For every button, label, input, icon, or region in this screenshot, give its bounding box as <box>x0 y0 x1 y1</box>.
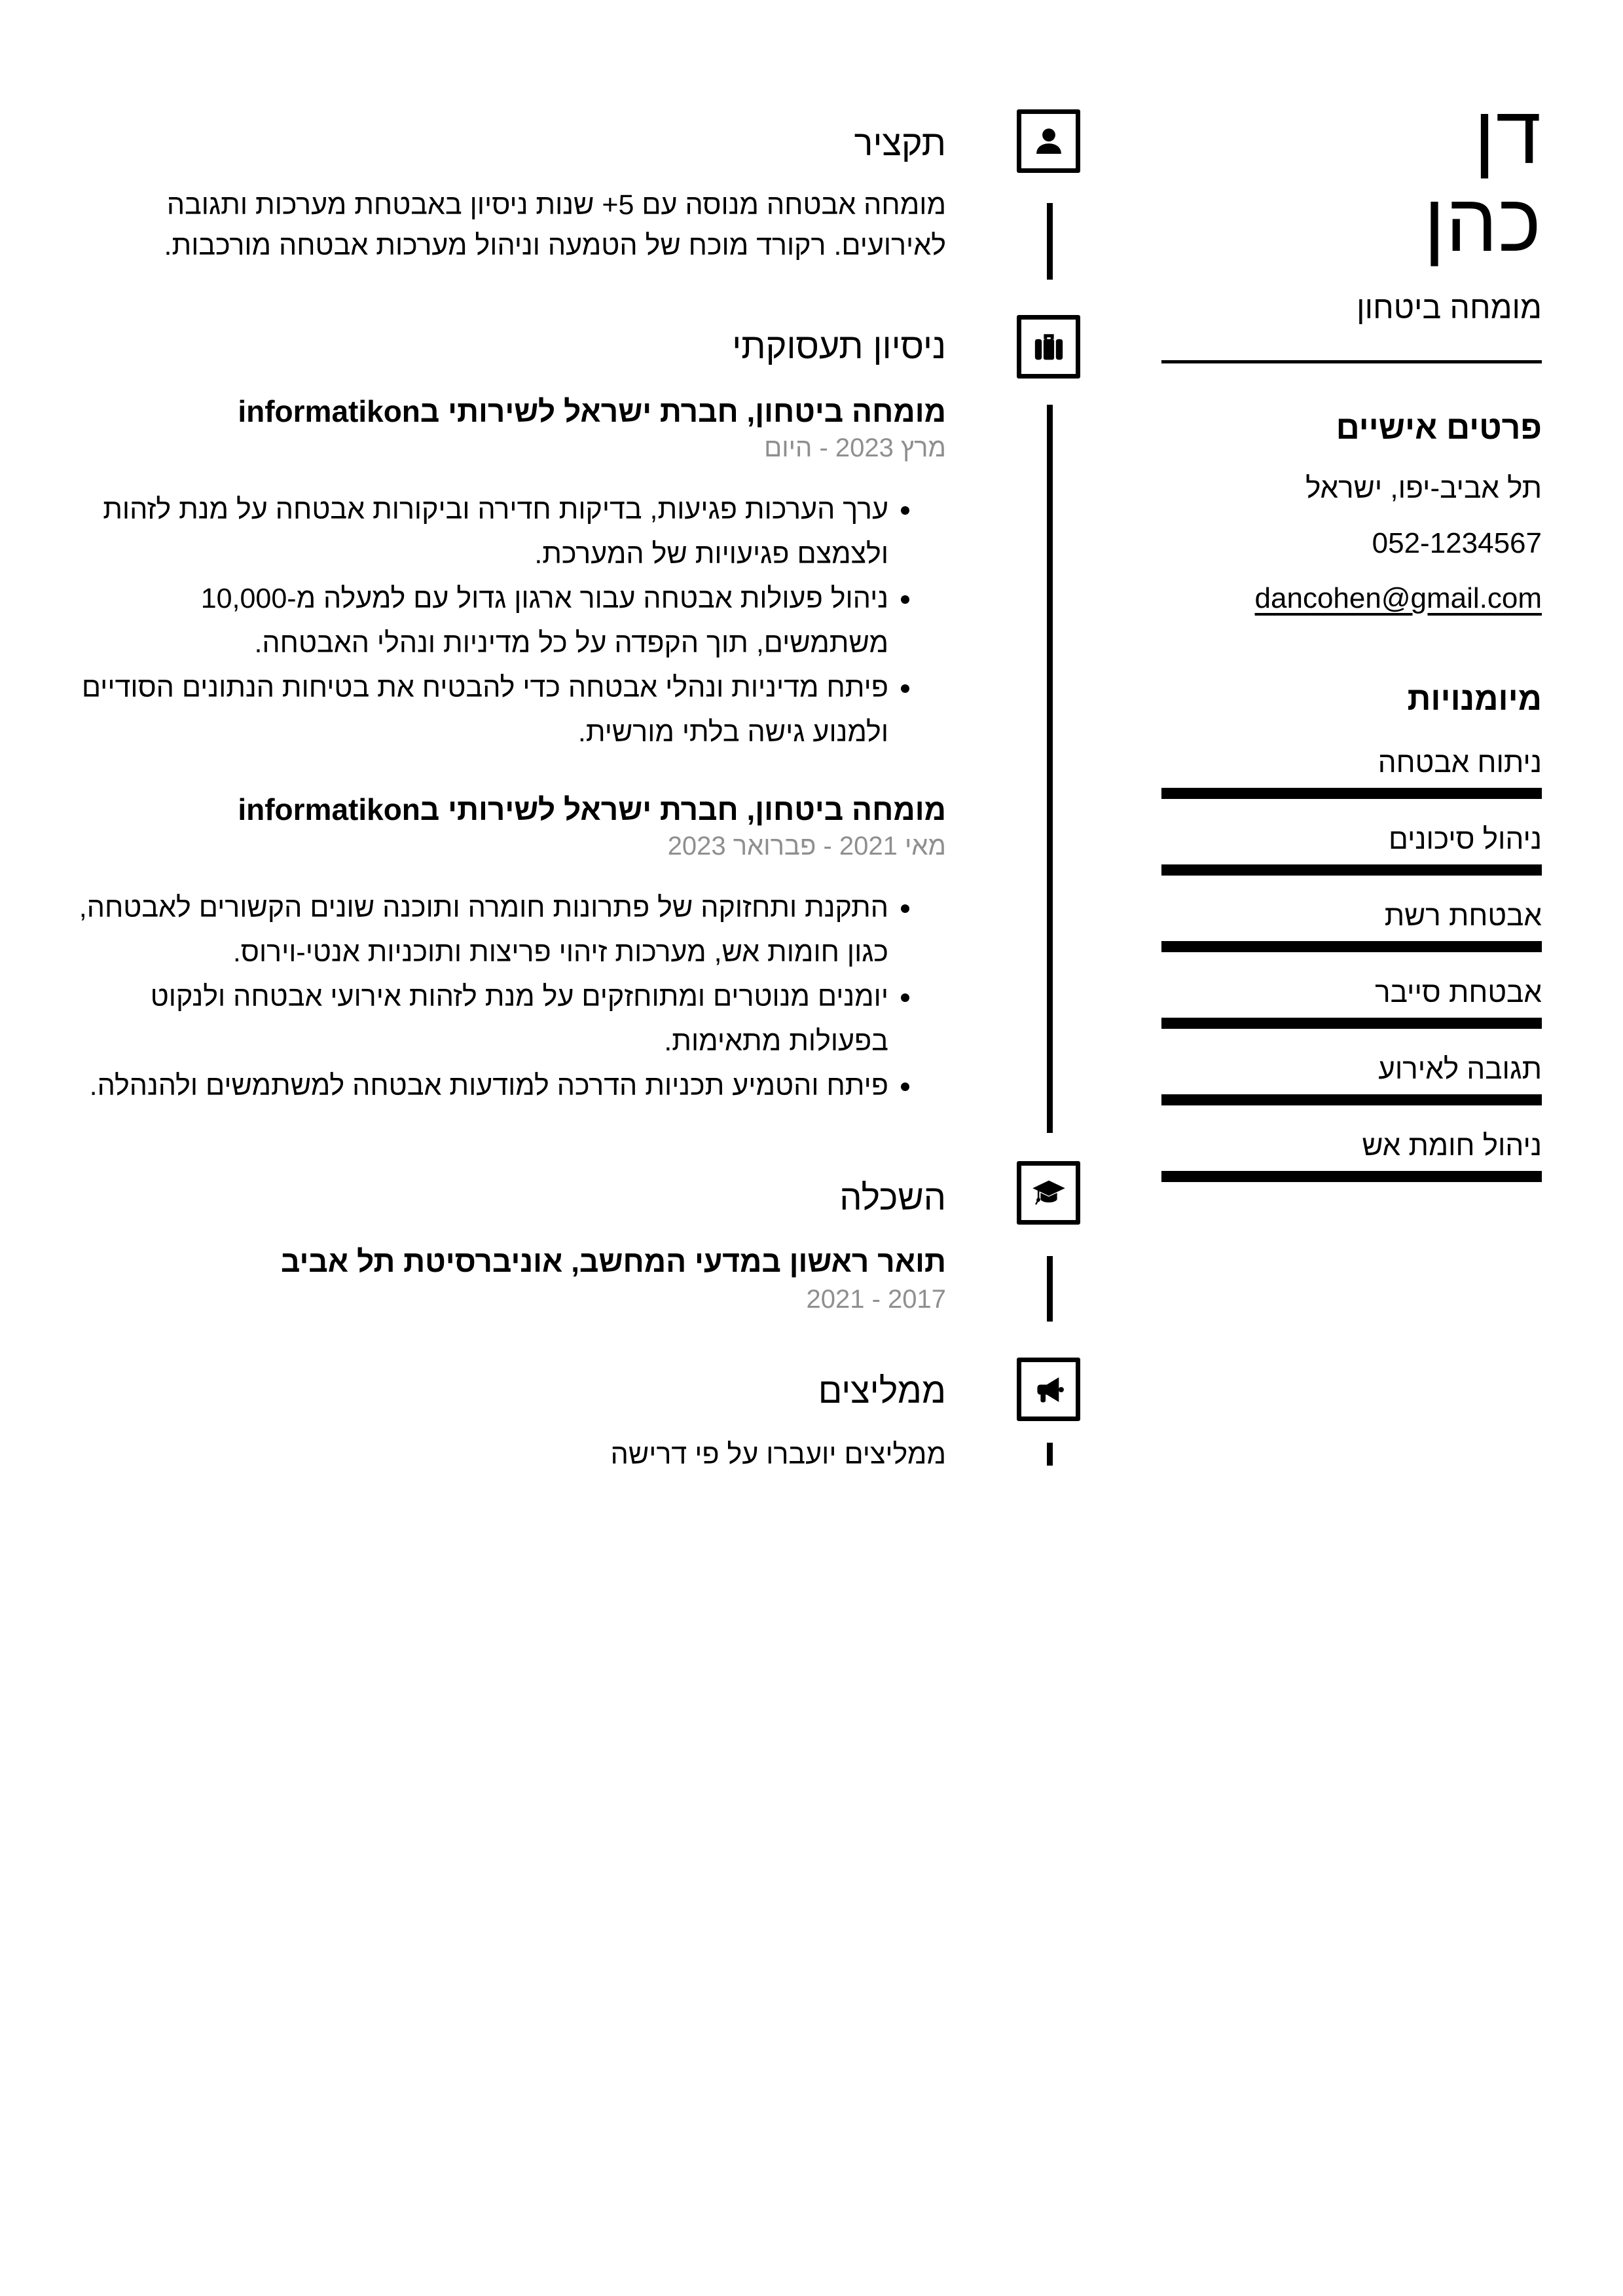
education-section <box>65 1179 946 1315</box>
timeline-connector <box>1047 1256 1053 1322</box>
education-section-icon <box>1017 1161 1080 1225</box>
job-date: מרץ 2023 - היום <box>764 434 946 462</box>
skill-label: תגובה לאירוע <box>1378 1053 1542 1085</box>
job-bullet: • יומנים מנוטרים ומתוחזקים על מנת לזהות אירועי אבטחה ולנקוט בפעולות מתאימות. <box>65 974 888 1064</box>
candidate-name <box>1161 92 1542 267</box>
graduation-cap-icon <box>1031 1176 1067 1211</box>
megaphone-icon <box>1031 1372 1067 1407</box>
skill-bar-fill <box>1161 941 1542 952</box>
skill-bar-track <box>1161 788 1542 799</box>
job-title: מומחה ביטחון, חברת ישראל לשירותי בinformatikon <box>238 792 946 826</box>
jobs-list <box>65 393 946 1108</box>
summary-section-icon <box>1017 109 1080 173</box>
skill-bar-fill <box>1161 1094 1542 1105</box>
summary-section <box>65 124 946 294</box>
sidebar-divider <box>1161 360 1542 363</box>
job-bullet: • ערך הערכות פגיעות, בדיקות חדירה וביקורות אבטחה על מנת לזהות ולצמצם פגיעויות של המערכת. <box>65 487 888 576</box>
skill-bar-track <box>1161 864 1542 876</box>
references-section <box>65 1372 946 1474</box>
contact-location: תל אביב-יפו, ישראל <box>1305 472 1542 504</box>
job-title: מומחה ביטחון, חברת ישראל לשירותי בinformatikon <box>238 394 946 428</box>
briefcase-icon <box>1031 329 1067 365</box>
skill-bar-track <box>1161 1171 1542 1182</box>
job-bullet: • התקנת ותחזוקה של פתרונות חומרה ותוכנה שונים הקשורים לאבטחה, כגון חומות אש, מערכות זיהוי פריצות ותוכניות אנטי-וירוס. <box>65 885 888 974</box>
job-entry <box>65 393 946 754</box>
experience-section <box>65 327 946 1108</box>
candidate-last-name: כהן <box>1423 177 1542 268</box>
education-date: 2017 - 2021 <box>806 1285 946 1314</box>
job-bullet: • פיתח מדיניות ונהלי אבטחה כדי להבטיח את בטיחות הנתונים הסודיים ולמנוע גישה בלתי מורשית. <box>65 665 888 754</box>
skill-label: ניהול חומת אש <box>1362 1130 1542 1162</box>
education-heading: השכלה <box>839 1178 946 1217</box>
skill-item <box>1161 900 1542 952</box>
person-icon <box>1031 124 1067 159</box>
job-date: מאי 2021 - פברואר 2023 <box>667 832 946 861</box>
skill-label: ניהול סיכונים <box>1389 823 1542 855</box>
skill-bar-fill <box>1161 1018 1542 1029</box>
job-bullet: • ניהול פעולות אבטחה עבור ארגון גדול עם למעלה מ-10,000 משתמשים, תוך הקפדה על כל מדיניות ונהלי האבטחה. <box>65 576 888 665</box>
skill-bar-fill <box>1161 788 1542 799</box>
skill-bar-fill <box>1161 1171 1542 1182</box>
experience-section-icon <box>1017 315 1080 379</box>
references-heading: ממליצים <box>818 1371 946 1411</box>
skills-heading: מיומנויות <box>1407 680 1542 717</box>
job-bullets <box>65 487 888 754</box>
timeline-connector <box>1047 1443 1053 1466</box>
skill-label: ניתוח אבטחה <box>1377 747 1542 779</box>
skill-item <box>1161 977 1542 1029</box>
skill-bar-track <box>1161 1094 1542 1105</box>
summary-heading: תקציר <box>854 124 946 163</box>
skill-label: אבטחת סייבר <box>1375 976 1542 1009</box>
job-bullets <box>65 885 888 1108</box>
contact-phone: 052-1234567 <box>1372 527 1542 559</box>
references-text: ממליצים יועברו על פי דרישה <box>610 1439 946 1470</box>
candidate-headline: מומחה ביטחון <box>1357 291 1542 325</box>
summary-text: מומחה אבטחה מנוסה עם 5+ שנות ניסיון באבטחת מערכות ותגובה לאירועים. רקורד מוכח של הטמעה וניהול מערכות אבטחה מורכבות. <box>164 189 946 261</box>
job-entry <box>65 791 946 1108</box>
degree-title: תואר ראשון במדעי המחשב, אוניברסיטת תל אביב <box>280 1244 946 1278</box>
skill-bar-fill <box>1161 864 1542 876</box>
references-section-icon <box>1017 1358 1080 1421</box>
skill-bar-track <box>1161 1018 1542 1029</box>
skill-item <box>1161 824 1542 876</box>
skill-label: אבטחת רשת <box>1384 900 1542 932</box>
skill-item <box>1161 1054 1542 1105</box>
timeline-connector <box>1047 203 1053 280</box>
skill-item <box>1161 747 1542 799</box>
skills-list <box>1161 747 1542 1182</box>
sidebar <box>1161 92 1542 1207</box>
job-bullet: • פיתח והטמיע תכניות הדרכה למודעות אבטחה למשתמשים ולהנהלה. <box>65 1064 888 1108</box>
experience-heading: ניסיון תעסוקתי <box>732 327 946 366</box>
contact-email-link[interactable]: dancohen@gmail.com <box>1254 582 1542 614</box>
skill-item <box>1161 1130 1542 1182</box>
personal-details-heading: פרטים אישיים <box>1336 409 1542 446</box>
candidate-first-name: דן <box>1474 90 1542 181</box>
timeline-connector <box>1047 405 1053 1133</box>
skill-bar-track <box>1161 941 1542 952</box>
